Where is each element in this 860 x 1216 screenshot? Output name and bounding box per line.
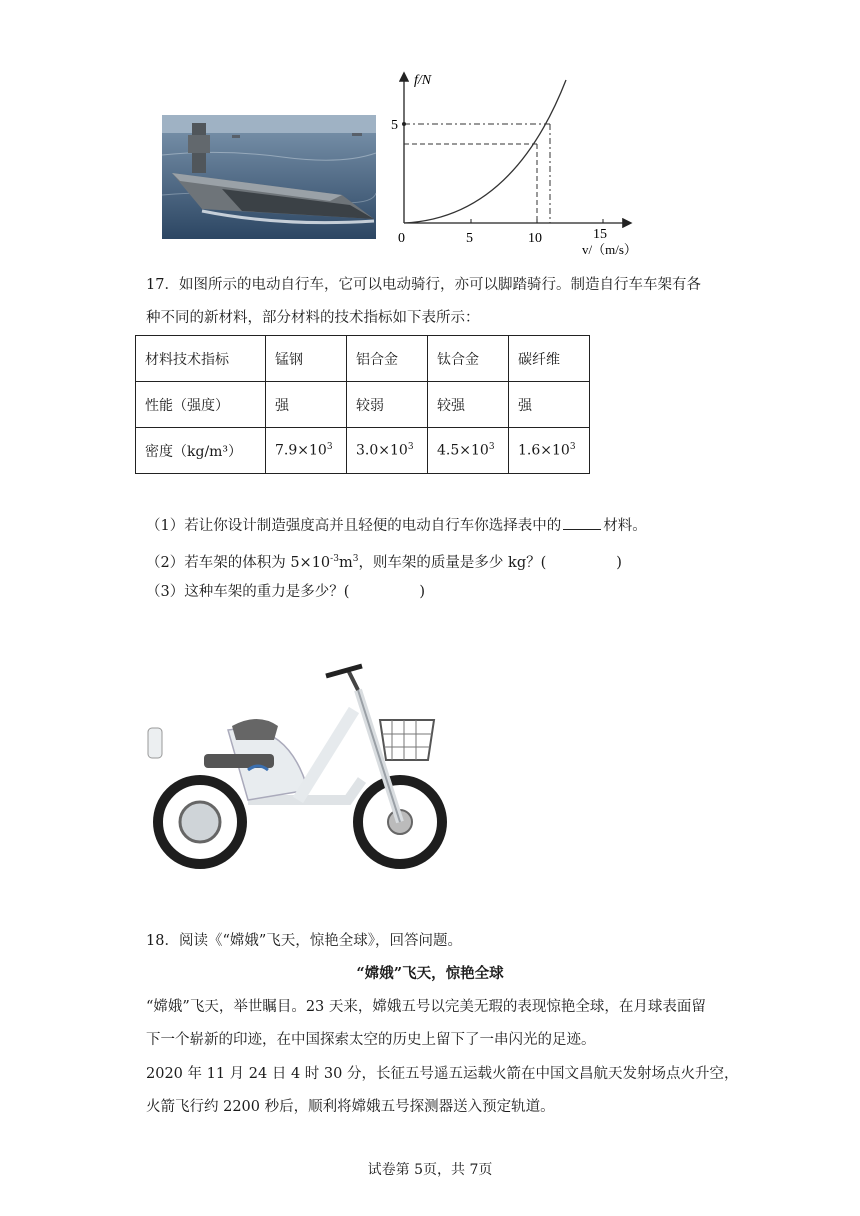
materials-table bbox=[135, 335, 590, 474]
friction-velocity-graph bbox=[392, 68, 642, 258]
article-p1-line1: “嫦娥”飞天，举世瞩目。23 天来，嫦娥五号以完美无瑕的表现惊艳全球，在月球表面留 bbox=[146, 999, 706, 1015]
friction-curve bbox=[404, 80, 566, 223]
table-cell: 较弱 bbox=[347, 382, 428, 428]
table-header-cell: 材料技术指标 bbox=[136, 336, 266, 382]
table-cell: 较强 bbox=[428, 382, 509, 428]
answer-blank[interactable] bbox=[563, 515, 601, 530]
x-axis-label: v/（m/s） bbox=[582, 242, 637, 257]
table-cell: 强 bbox=[266, 382, 347, 428]
table-header-cell: 铝合金 bbox=[347, 336, 428, 382]
page-footer: 试卷第 5页，共 7页 bbox=[367, 1162, 493, 1178]
x-tick-0: 0 bbox=[398, 231, 405, 246]
table-row bbox=[136, 382, 590, 428]
q17-stem-line1: 17．如图所示的电动自行车，它可以电动骑行，亦可以脚踏骑行。制造自行车车架有各 bbox=[146, 277, 701, 293]
table-cell: $4.5\times 10^3$ bbox=[428, 428, 509, 474]
q17-sub3: （3）这种车架的重力是多少？( ) bbox=[146, 584, 426, 600]
y-tick-5: 5 bbox=[391, 118, 398, 133]
table-cell: $3.0\times 10^3$ bbox=[347, 428, 428, 474]
table-header-cell: 碳纤维 bbox=[509, 336, 590, 382]
table-header-cell: 锰钢 bbox=[266, 336, 347, 382]
article-title: “嫦娥”飞天，惊艳全球 bbox=[356, 965, 504, 982]
article-p2-line1: 2020 年 11 月 24 日 4 时 30 分，长征五号遥五运载火箭在中国文昌航天发射场点火升空， bbox=[146, 1066, 739, 1082]
x-tick-10: 10 bbox=[528, 231, 542, 246]
table-cell: $7.9\times 10^3$ bbox=[266, 428, 347, 474]
table-header-cell: 钛合金 bbox=[428, 336, 509, 382]
table-cell: 强 bbox=[509, 382, 590, 428]
article-p1-line2: 下一个崭新的印迹，在中国探索太空的历史上留下了一串闪光的足迹。 bbox=[146, 1032, 596, 1048]
article-p2-line2: 火箭飞行约 2200 秒后，顺利将嫦娥五号探测器送入预定轨道。 bbox=[146, 1099, 555, 1115]
table-row bbox=[136, 428, 590, 474]
x-tick-15: 15 bbox=[593, 227, 607, 242]
q17-sub1: （1）若让你设计制造强度高并且轻便的电动自行车你选择表中的 材料。 bbox=[146, 515, 647, 536]
table-cell: 密度（kg/m³） bbox=[136, 428, 266, 474]
q17-stem-line2: 种不同的新材料，部分材料的技术指标如下表所示： bbox=[146, 310, 480, 326]
y-axis-label: f/N bbox=[414, 73, 432, 88]
q17-sub2: （2）若车架的体积为 $5\times 10^{-3}m^3$，则车架的质量是多少 kg？( ) bbox=[146, 554, 622, 571]
x-tick-5: 5 bbox=[466, 231, 473, 246]
table-cell: 性能（强度） bbox=[136, 382, 266, 428]
table-cell: $1.6\times 10^3$ bbox=[509, 428, 590, 474]
q18-stem: 18．阅读《“嫦娥”飞天，惊艳全球》，回答问题。 bbox=[146, 933, 463, 949]
aircraft-carrier-photo bbox=[162, 115, 376, 239]
electric-bicycle-photo bbox=[148, 650, 448, 880]
table-row bbox=[136, 336, 590, 382]
